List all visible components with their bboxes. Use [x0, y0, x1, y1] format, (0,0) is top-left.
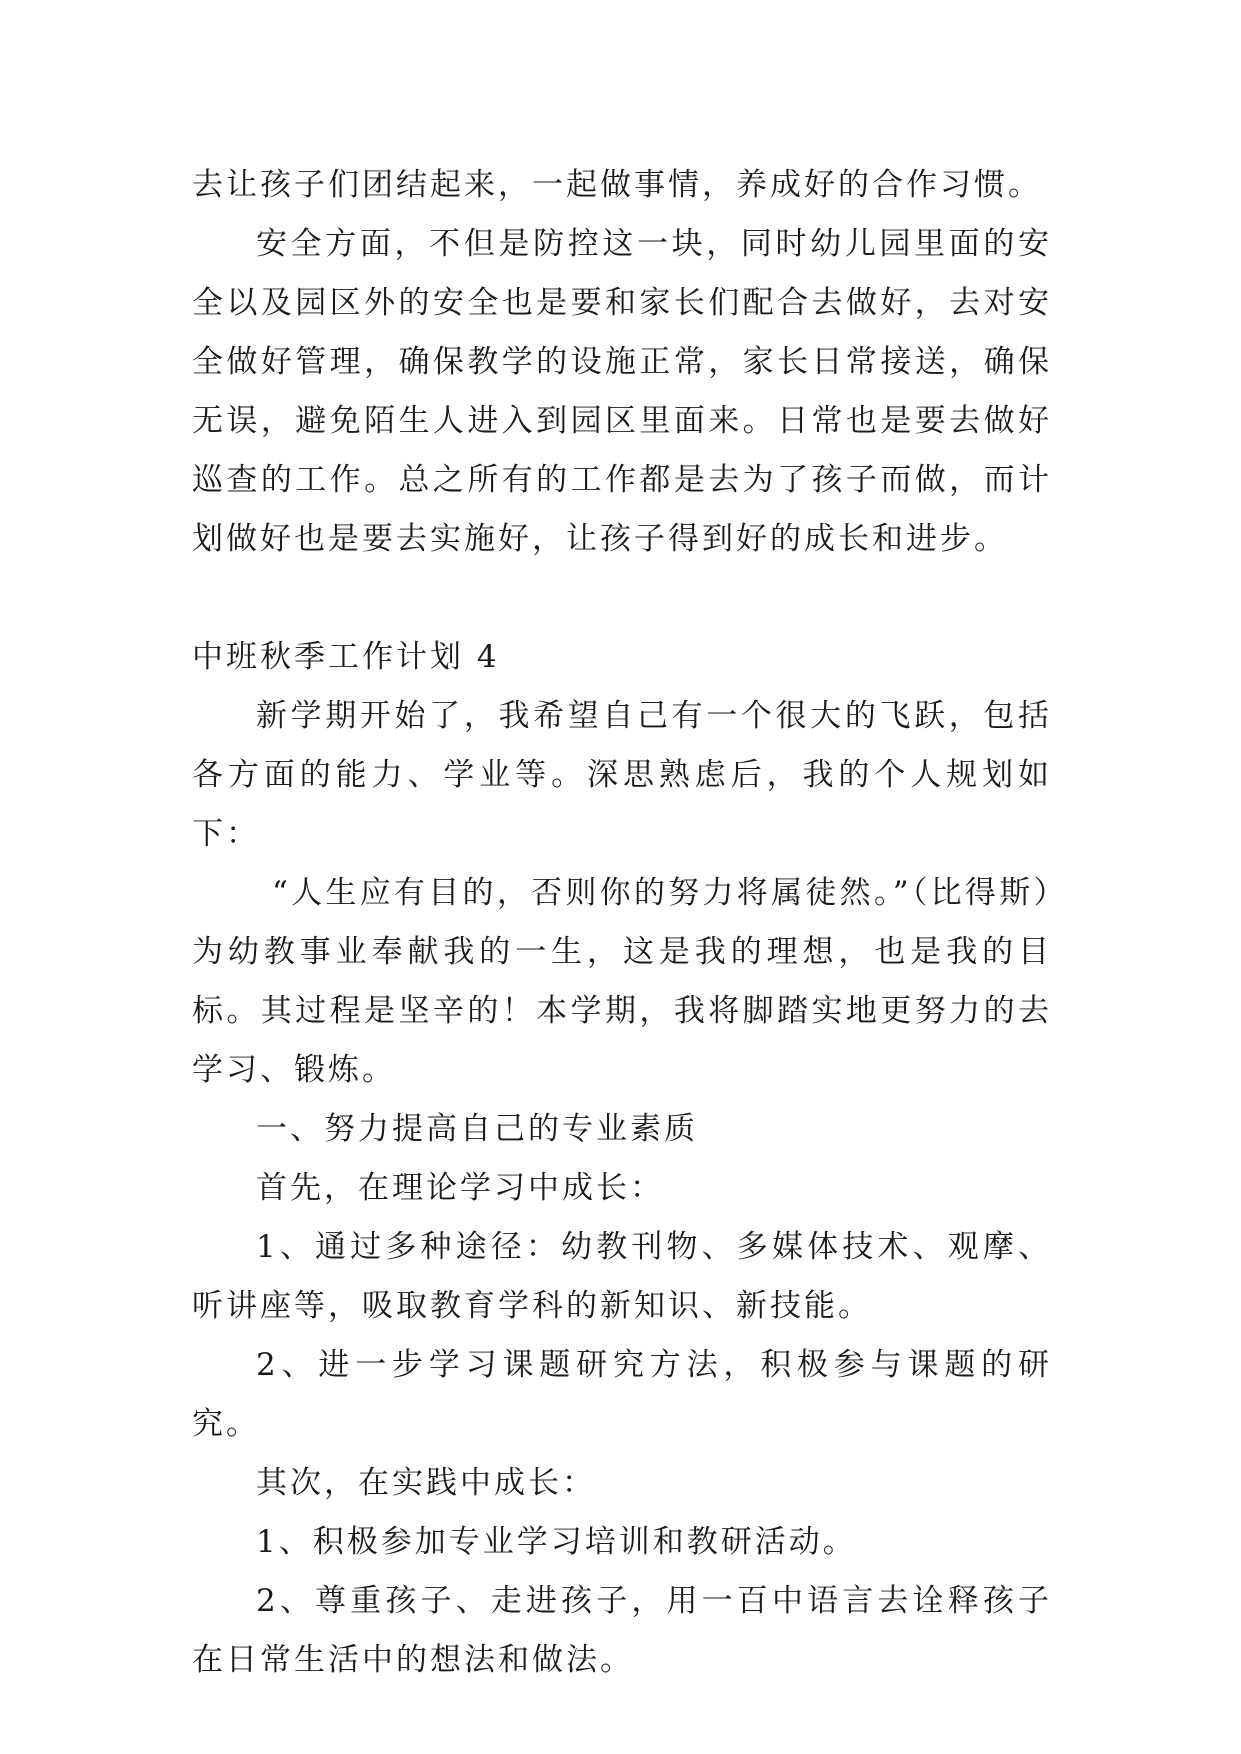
section-heading: 中班秋季工作计划 4: [192, 639, 500, 675]
paragraph-safety: 安全方面，不但是防控这一块，同时幼儿园里面的安全以及园区外的安全也是要和家长们配合去做好，去对安全做好管理，确保教学的设施正常，家长日常接送，确保无误，避免陌生人进入到园区里面来。日常也是要去做好巡查的工作。总之所有的工作都是去为了孩子而做，而计划做好也是要去实施好，让孩子得到好的成长和进步。: [192, 226, 1052, 557]
paragraph-theory-learning: 首先，在理论学习中成长：: [256, 1170, 664, 1206]
paragraph-quote: “人生应有目的，否则你的努力将属徒然。”（比得斯）为幼教事业奉献我的一生，这是我的理想，也是我的目标。其过程是坚辛的！本学期，我将脚踏实地更努力的去学习、锻炼。: [192, 875, 1052, 1088]
list-item-theory-2: 2、进一步学习课题研究方法，积极参与课题的研究。: [192, 1347, 1052, 1442]
paragraph-practice: 其次，在实践中成长：: [256, 1465, 596, 1501]
paragraph-continuation: 去让孩子们团结起来，一起做事情，养成好的合作习惯。: [192, 167, 1042, 203]
paragraph-intro: 新学期开始了，我希望自己有一个很大的飞跃，包括各方面的能力、学业等。深思熟虑后，我的个人规划如下：: [192, 698, 1052, 852]
list-item-theory-1: 1、通过多种途径：幼教刊物、多媒体技术、观摩、听讲座等，吸取教育学科的新知识、新技能。: [192, 1229, 1052, 1324]
subheading-professional-quality: 一、努力提高自己的专业素质: [256, 1111, 698, 1147]
list-item-practice-1: 1、积极参加专业学习培训和教研活动。: [256, 1524, 857, 1560]
document-body: [192, 156, 1052, 1690]
list-item-practice-2: 2、尊重孩子、走进孩子，用一百中语言去诠释孩子在日常生活中的想法和做法。: [192, 1583, 1052, 1678]
